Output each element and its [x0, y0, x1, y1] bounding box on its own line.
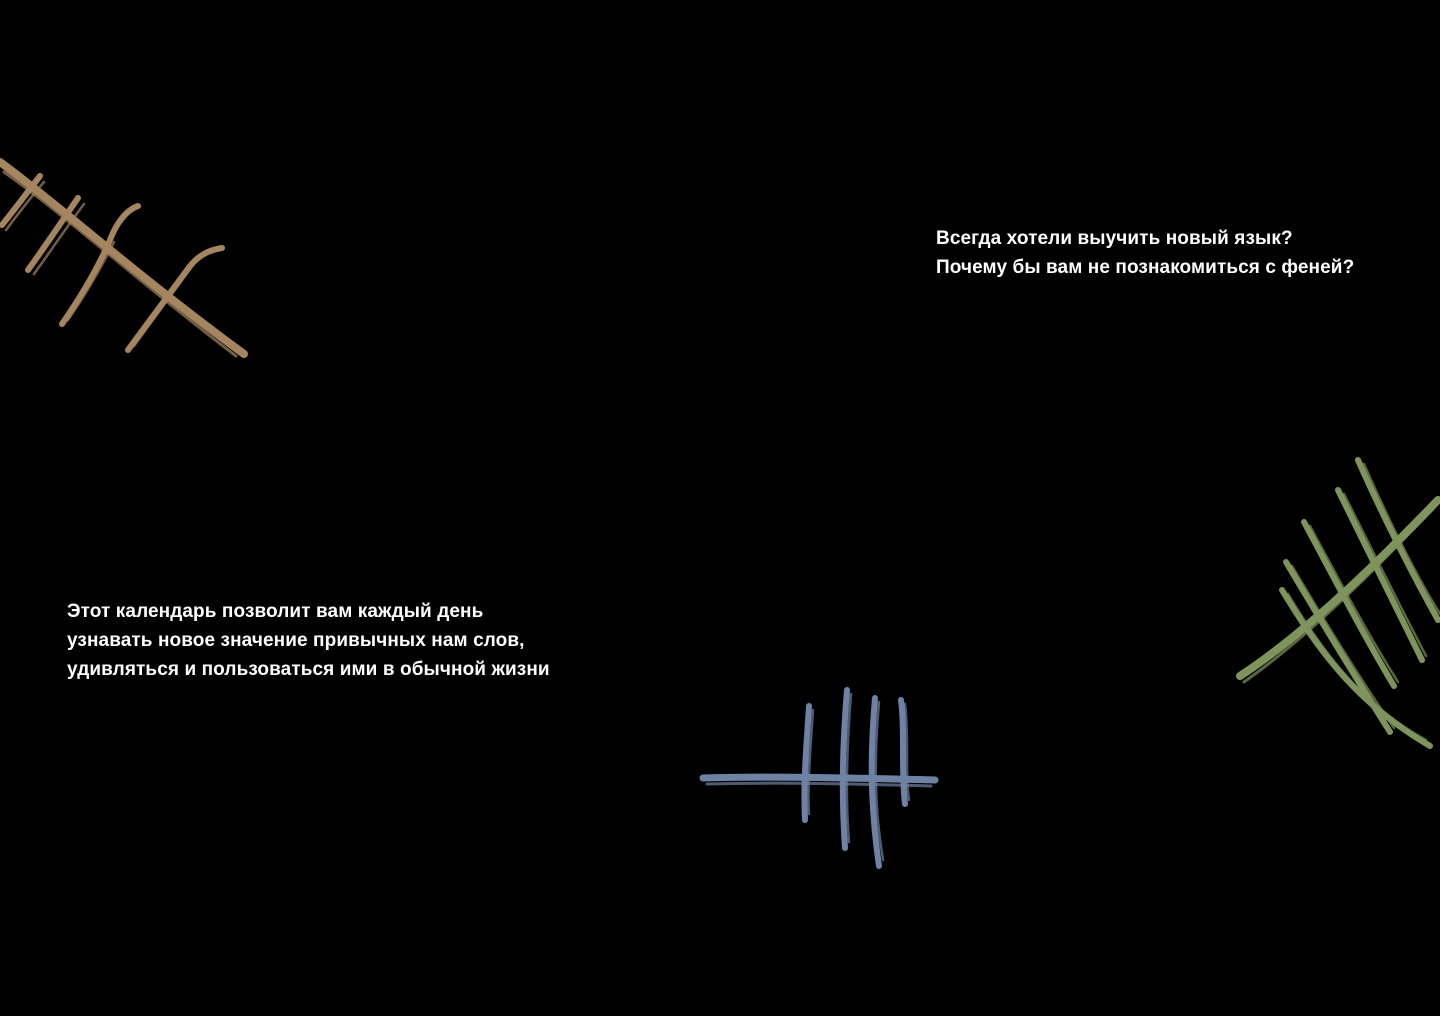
tally-marks-blue-icon — [695, 680, 945, 880]
tally-marks-brown-icon — [0, 150, 260, 370]
tally-marks-green-icon — [1230, 450, 1440, 760]
intro-line-1: Всегда хотели выучить новый язык? — [936, 228, 1293, 249]
description-line-3: удивляться и пользоваться ими в обычной жизни — [67, 659, 550, 680]
intro-text — [936, 224, 1354, 282]
description-line-1: Этот календарь позволит вам каждый день — [67, 601, 484, 622]
intro-line-2: Почему бы вам не познакомиться с феней? — [936, 257, 1355, 278]
description-line-2: узнавать новое значение привычных нам слов, — [67, 630, 525, 651]
description-text — [67, 597, 550, 684]
